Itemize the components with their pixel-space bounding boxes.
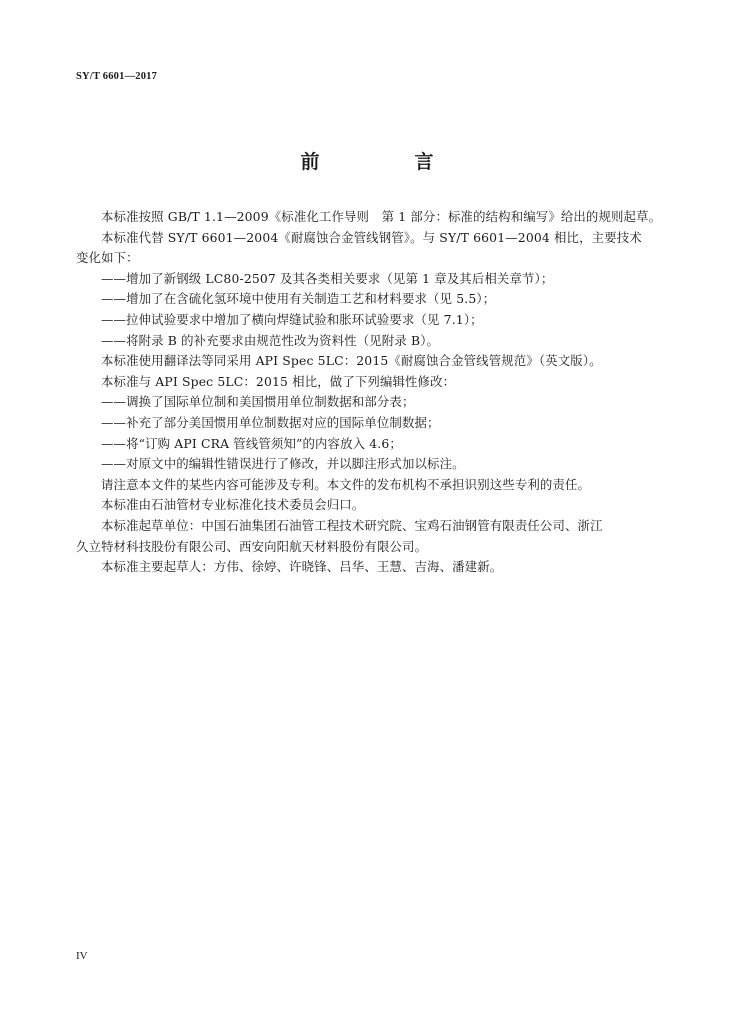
foreword-body <box>76 207 662 578</box>
paragraph-line: 本标准使用翻译法等同采用 API Spec 5LC：2015《耐腐蚀合金管线管规范》（英文版）。 <box>101 353 602 369</box>
paragraph-line: 本标准代替 SY/T 6601—2004《耐腐蚀合金管线钢管》。与 SY/T 6601—2004 相比，主要技术 <box>101 229 642 245</box>
list-item: ——增加了在含硫化氢环境中使用有关制造工艺和材料要求（见 5.5）； <box>101 291 496 307</box>
list-item: ——补充了部分美国惯用单位制数据对应的国际单位制数据； <box>101 414 440 430</box>
page-number: IV <box>76 950 88 962</box>
list-item: ——增加了新钢级 LC80-2507 及其各类相关要求（见第 1 章及其后相关章节）； <box>101 270 554 286</box>
paragraph-line: 请注意本文件的某些内容可能涉及专利。本文件的发布机构不承担识别这些专利的责任。 <box>101 476 591 492</box>
page-title: 前 言 <box>300 151 472 173</box>
standard-code: SY/T 6601—2017 <box>76 71 158 82</box>
list-item: ——将附录 B 的补充要求由规范性改为资料性（见附录 B）。 <box>101 332 440 348</box>
paragraph-line: 本标准按照 GB/T 1.1—2009《标准化工作导则 第 1 部分：标准的结构和编写》给出的规则起草。 <box>101 209 662 224</box>
paragraph-line: 本标准与 API Spec 5LC：2015 相比，做了下列编辑性修改： <box>101 373 456 389</box>
paragraph-line: 本标准主要起草人：方伟、徐婷、许晓锋、吕华、王慧、吉海、潘建新。 <box>101 559 503 575</box>
paragraph-line: 久立特材科技股份有限公司、西安向阳航天材料股份有限公司。 <box>76 538 428 554</box>
list-item: ——对原文中的编辑性错误进行了修改，并以脚注形式加以标注。 <box>101 456 465 472</box>
paragraph-line: 本标准由石油管材专业标准化技术委员会归口。 <box>101 497 365 513</box>
list-item: ——调换了国际单位制和美国惯用单位制数据和部分表； <box>101 394 415 410</box>
paragraph-line: 变化如下： <box>76 250 139 266</box>
paragraph-line: 本标准起草单位：中国石油集团石油管工程技术研究院、宝鸡石油钢管有限责任公司、浙江 <box>101 517 603 533</box>
list-item: ——将“订购 API CRA 管线管须知”的内容放入 4.6； <box>101 435 402 451</box>
list-item: ——拉伸试验要求中增加了横向焊缝试验和胀环试验要求（见 7.1）； <box>101 311 483 327</box>
